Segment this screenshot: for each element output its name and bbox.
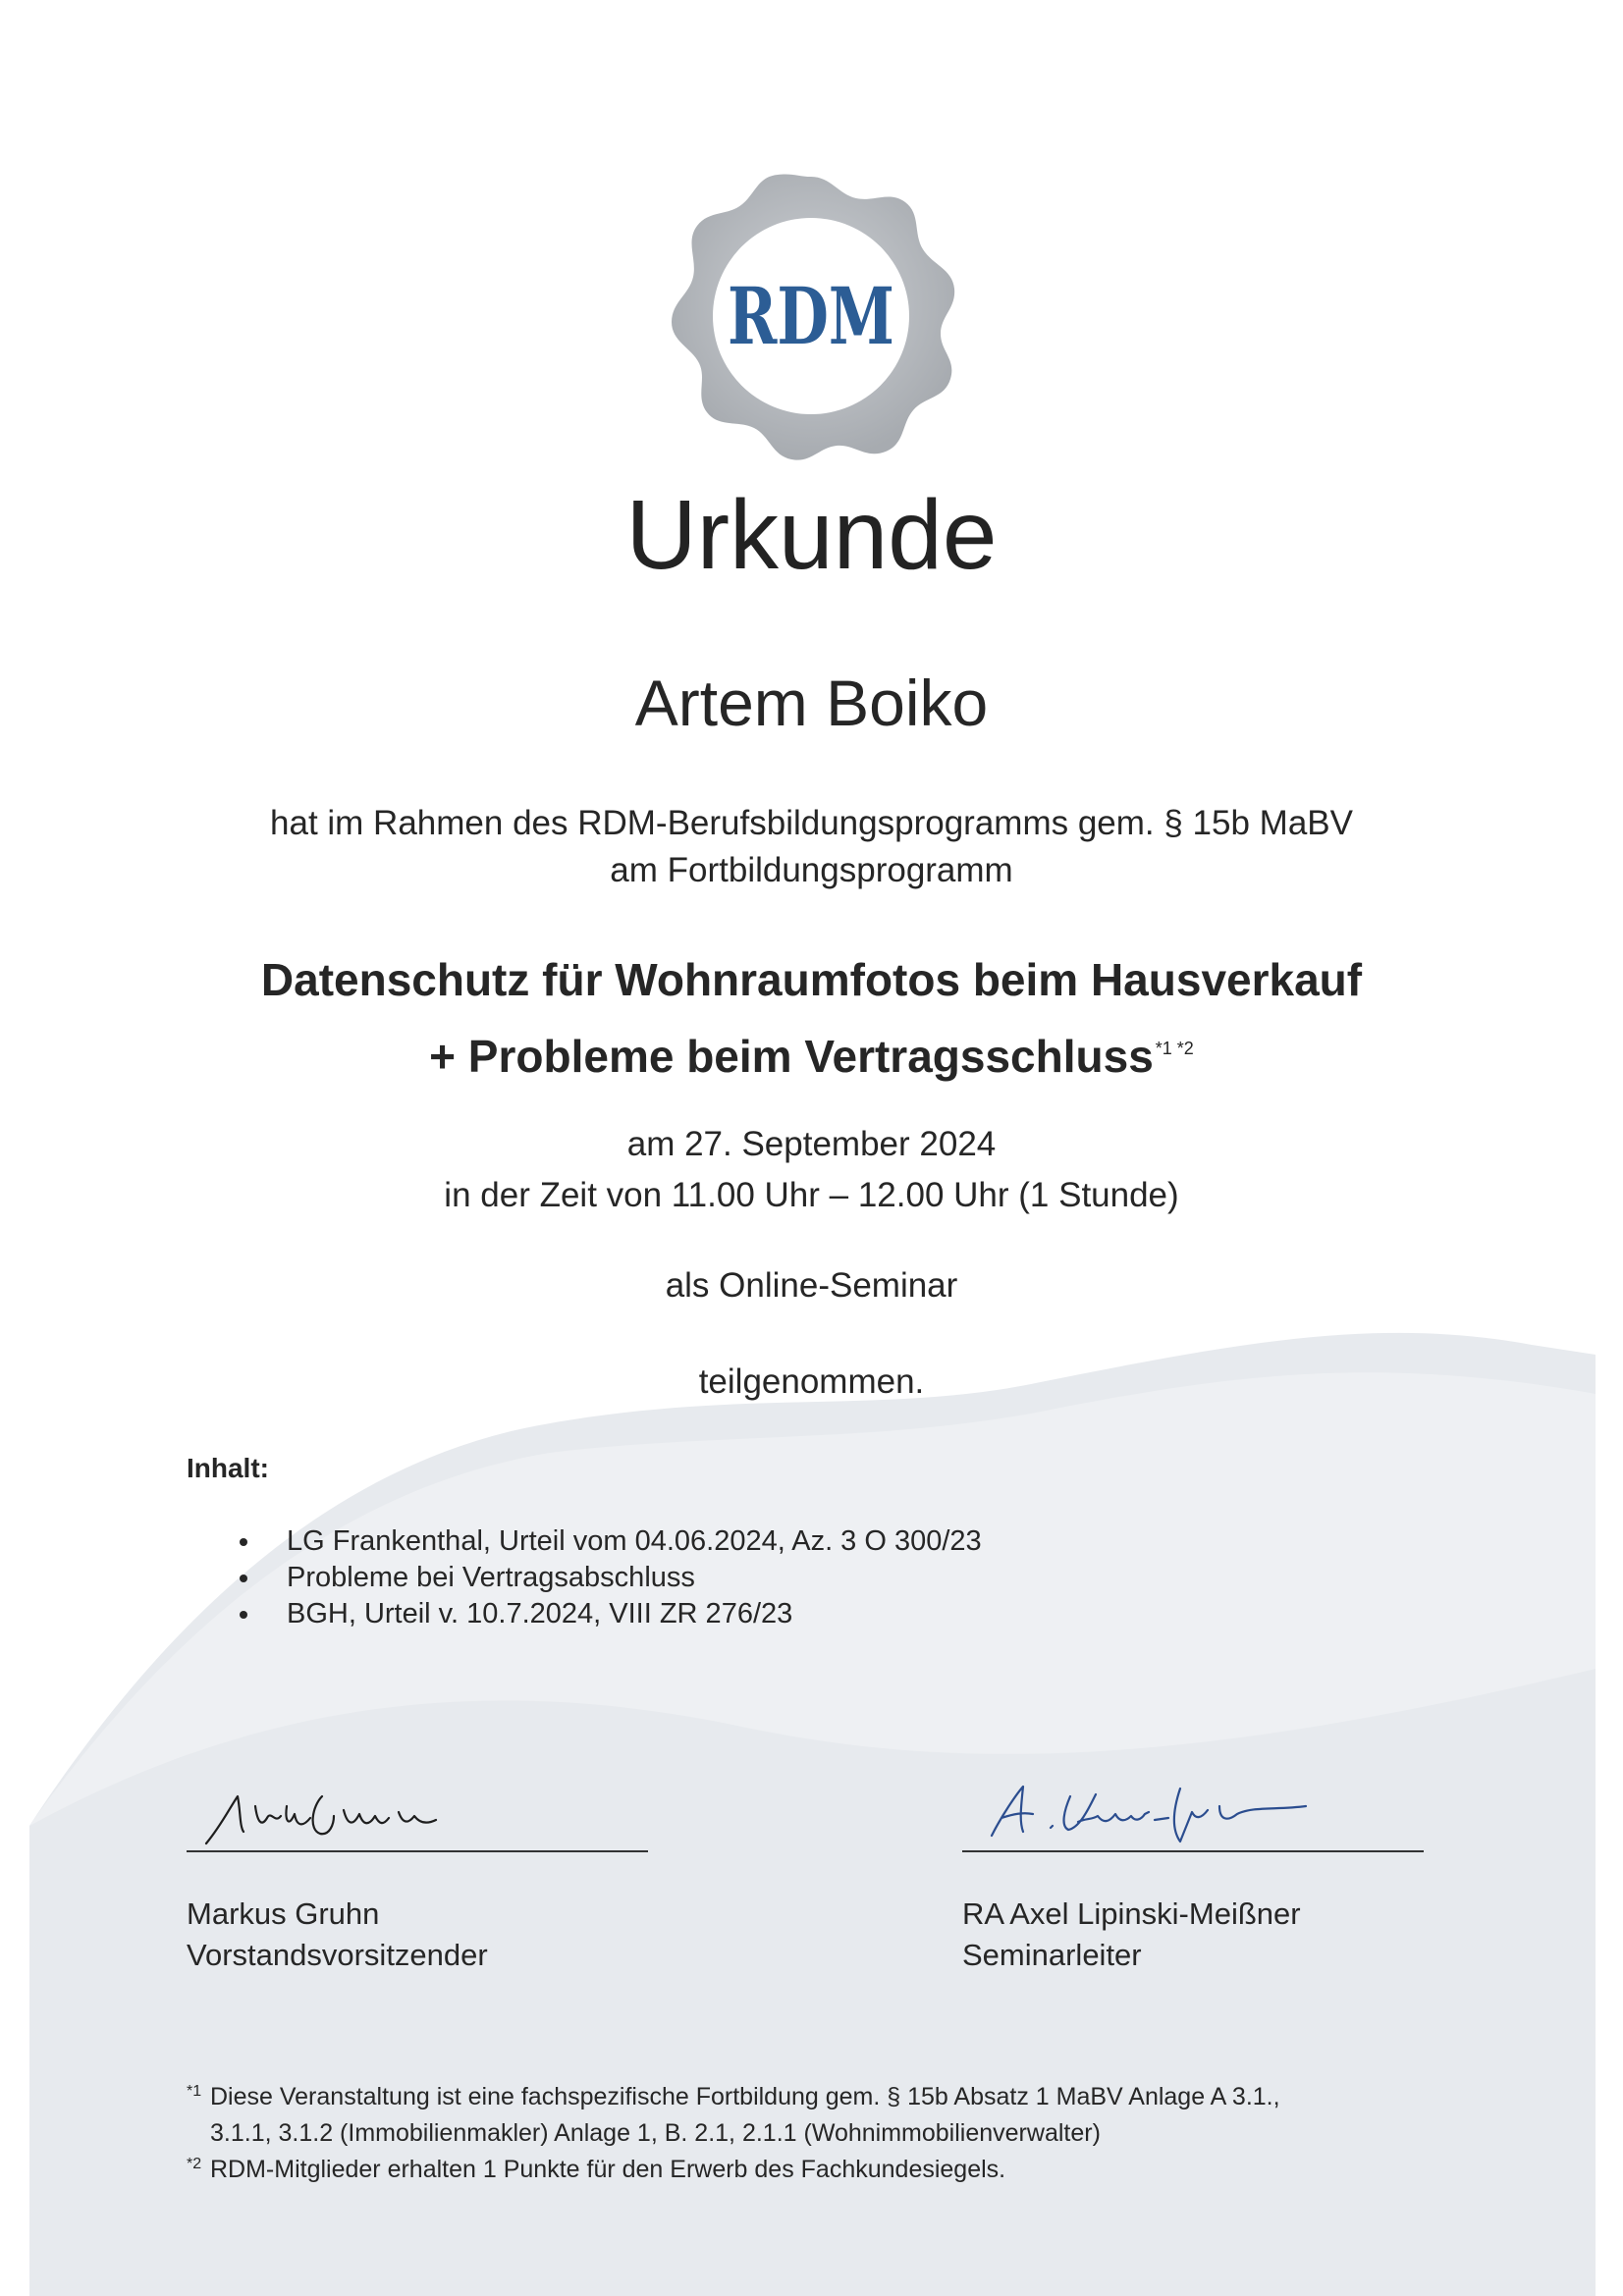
signer-role-right: Seminarleiter (962, 1938, 1142, 1972)
time-line: in der Zeit von 11.00 Uhr – 12.00 Uhr (1 Stunde) (444, 1176, 1179, 1214)
content-item: BGH, Urteil v. 10.7.2024, VIII ZR 276/23 (287, 1596, 982, 1632)
seminar-date (0, 1119, 1623, 1221)
seminar-format: als Online-Seminar (665, 1266, 958, 1305)
footnotes (187, 2079, 1463, 2188)
footnote-1-mark: *1 (187, 2083, 202, 2100)
content-item: Probleme bei Vertragsabschluss (287, 1560, 982, 1596)
footnote-1 (187, 2079, 1463, 2152)
footnote-2-mark: *2 (187, 2156, 202, 2172)
course-footnote-marks: *1 *2 (1155, 1039, 1194, 1058)
intro-line-1: hat im Rahmen des RDM-Berufsbildungsprogramms gem. § 15b MaBV (270, 804, 1353, 842)
signature-block-left (187, 1767, 648, 1976)
footnote-1-line-2: 3.1.1, 3.1.2 (Immobilienmakler) Anlage 1, B. 2.1, 2.1.1 (Wohnimmobilienverwalter) (210, 2119, 1101, 2147)
course-title-line-1: Datenschutz für Wohnraumfotos beim Hausverkauf (260, 954, 1363, 1005)
course-title (0, 945, 1623, 1091)
closing-text: teilgenommen. (698, 1362, 925, 1401)
signature-line-right (962, 1850, 1424, 1852)
date-line: am 27. September 2024 (626, 1125, 997, 1163)
course-title-line-2-text: + Probleme beim Vertragsschluss (429, 1031, 1154, 1082)
course-title-line-2 (0, 1014, 1623, 1091)
signature-image-right (962, 1767, 1424, 1845)
signer-name-right: RA Axel Lipinski-Meißner (962, 1896, 1301, 1931)
signature-image-left (187, 1767, 648, 1845)
intro-text (0, 800, 1623, 894)
logo-text: RDM (728, 270, 894, 362)
footnote-1-line-1: Diese Veranstaltung ist eine fachspezifische Fortbildung gem. § 15b Absatz 1 MaBV Anlage A 3.1., (210, 2083, 1280, 2110)
content-item: LG Frankenthal, Urteil vom 04.06.2024, Az. 3 O 300/23 (287, 1523, 982, 1560)
footnote-2-line-1: RDM-Mitglieder erhalten 1 Punkte für den Erwerb des Fachkundesiegels. (210, 2156, 1006, 2183)
rdm-logo (664, 167, 958, 461)
certificate-title: Urkunde (625, 480, 998, 590)
signer-name-left: Markus Gruhn (187, 1896, 380, 1931)
footnote-2 (187, 2152, 1463, 2188)
recipient-name: Artem Boiko (634, 667, 989, 739)
signer-role-left: Vorstandsvorsitzender (187, 1938, 488, 1972)
signature-line-left (187, 1850, 648, 1852)
intro-line-2: am Fortbildungsprogramm (610, 851, 1013, 889)
content-list (236, 1523, 982, 1632)
content-heading: Inhalt: (187, 1453, 269, 1483)
signature-block-right (962, 1767, 1424, 1976)
